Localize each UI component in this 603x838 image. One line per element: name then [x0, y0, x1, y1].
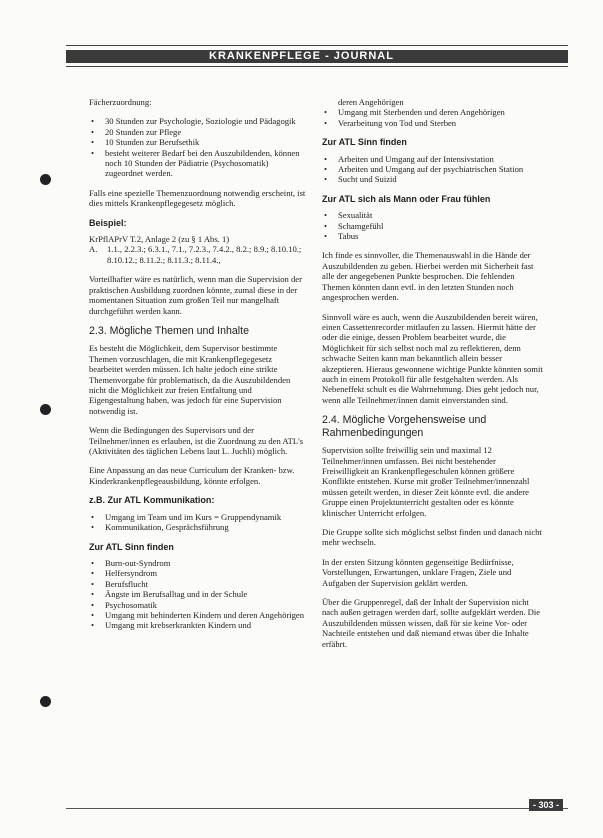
list — [89, 116, 307, 178]
paragraph: Falls eine spezielle Themenzuordnung notwendig erscheint, ist dies mittels Krankenpflegegesetz möglich. — [89, 187, 306, 209]
list-item: • Arbeiten und Umgang auf der Intensivstation — [322, 154, 544, 164]
list-item: • Schamgefühl — [322, 221, 544, 231]
list-item: • Tabus — [322, 231, 544, 241]
paragraph: Ich finde es sinnvoller, die Themenauswahl in die Hände der Auszubildenden zu geben. Hierbei werden mit Sicherheit fast alle der angegebenen Punkte besprochen. Die fehlenden Themen könnten dann evtl. in den letzten Stunden noch angesprochen werden. — [322, 250, 534, 303]
paragraph: Wenn die Bedingungen des Supervisors und der Teilnehmer/innen es erlauben, ist die Zuordnung zu den ATL's (Aktivitäten des täglichen Lebens laut L. Juchli) möglich. — [89, 425, 304, 457]
right-column — [322, 97, 544, 658]
reference-key: A. — [89, 244, 98, 255]
list — [89, 512, 307, 533]
reference-block — [89, 244, 307, 265]
paragraph: Supervision sollte freiwillig sein und maximal 12 Teilnehmer/innen umfassen. Bei nicht bestehender Freiwilligkeit an Krankenpflegeschulen können größere Konflikte entstehen. Kurse mit großer Teilnehmer/innenzahl müssen geteilt werden, in dieser Zeit könnte evtl. die andere Gruppe einen Projektunterricht gestalten oder es könnte klinischer Unterricht erfolgen. — [322, 445, 530, 518]
paragraph: Die Gruppe sollte sich möglichst selbst finden und danach nicht mehr wechseln. — [322, 527, 542, 548]
list-item: • Psychosomatik — [89, 600, 307, 610]
heading: Zur ATL Sinn finden — [89, 541, 174, 552]
list-continuation: deren Angehörigen — [338, 97, 404, 107]
list-item: • Verarbeitung von Tod und Sterben — [322, 118, 544, 128]
punch-hole — [40, 404, 51, 415]
header-rule — [66, 45, 568, 46]
paragraph: Sinnvoll wäre es auch, wenn die Auszubildenden bereit wären, einen Cassettenrecorder mitlaufen zu lassen. Hiermit hätte der oder die einige, dessen Problem bearbeitet wurde, die Möglichkeit für sich selbst noch mal zu reflektieren, denn schwache Seiten kann man bekanntlich allein besser akzeptieren. Hieraus gewonnene wichtige Punkte könnten somit auch in einem Protokoll für alle festgehalten werden. Als Nebeneffekt schult es die Wahrnehmung. Dies geht jedoch nur, wenn alle Teilnehmer/innen damit einverstanden sind. — [322, 311, 543, 405]
list-item: • Umgang mit krebserkrankten Kindern und — [89, 620, 307, 630]
paragraph: Vorteilhafter wäre es natürlich, wenn man die Supervision der praktischen Ausbildung zuordnen könnte, zumal diese in der momentanen Situation zum großen Teil nur mangelhaft durchgeführt werden kann. — [89, 274, 302, 316]
list-item: • Umgang im Team und im Kurs = Gruppendynamik — [89, 512, 307, 522]
list-item: • Kommunikation, Gesprächsführung — [89, 522, 307, 532]
heading: Zur ATL Sinn finden — [322, 137, 407, 148]
paragraph: Fächerzuordnung: — [89, 97, 152, 107]
list-item: • Umgang mit behinderten Kindern und deren Angehörigen — [89, 610, 307, 620]
heading: Zur ATL sich als Mann oder Frau fühlen — [322, 193, 491, 204]
list-item: • Sexualität — [322, 210, 544, 220]
list-item: • Berufsflucht — [89, 579, 307, 589]
list-item: • 30 Stunden zur Psychologie, Soziologie und Pädagogik — [89, 116, 307, 126]
section-heading: 2.4. Mögliche Vorgehensweise und Rahmenbedingungen — [322, 414, 487, 439]
page-number: - 303 - — [529, 799, 563, 811]
list — [322, 154, 544, 185]
paragraph: Es besteht die Möglichkeit, dem Supervisor bestimmte Themen vorzuschlagen, die mit Krankenpflegegesetz bearbeitet werden müssen. Ich halte jedoch eine strikte Themenvorgabe für problematisch, da die Auszubildenden nicht die Möglichkeit zur freien Entfaltung und Eigengestaltung haben, was jedoch für eine Supervision notwendig ist. — [89, 343, 291, 416]
list — [322, 210, 544, 241]
list — [322, 107, 544, 128]
list-item: • Sucht und Suizid — [322, 174, 544, 184]
footer-rule — [66, 808, 568, 809]
section-heading: 2.3. Mögliche Themen und Inhalte — [89, 324, 249, 337]
left-column — [89, 97, 307, 640]
heading: Beispiel: — [89, 217, 127, 228]
journal-title: KRANKENPFLEGE - JOURNAL — [209, 50, 394, 62]
list-item: • Arbeiten und Umgang auf der psychiatrischen Station — [322, 164, 544, 174]
list — [89, 558, 307, 631]
list-item: • 10 Stunden zur Berufsethik — [89, 137, 307, 147]
list-item: • Umgang mit Sterbenden und deren Angehörigen — [322, 107, 544, 117]
list-item: • besteht weiterer Bedarf bei den Auszubildenden, können noch 10 Stunden der Pädiatrie (Psychosomatik) zugeordnet werden. — [89, 148, 307, 179]
paragraph: Über die Gruppenregel, daß der Inhalt der Supervision nicht nach außen getragen werden darf, sollte aufgeklärt werden. Die Auszubildenden müssen wissen, daß für sie keine Vor- oder Nachteile entstehen und daß niemand etwas über die Inhalte erfährt. — [322, 597, 541, 649]
reference-values: 1.1., 2.2.3.; 6.3.1., 7.1., 7.2.3., 7.4.2., 8.2.; 8.9.; 8.10.10.; 8.10.12.; 8.11.2.; 8.11.3.; 8.11.4., — [107, 244, 302, 265]
punch-hole — [40, 174, 51, 185]
punch-hole — [40, 696, 51, 707]
list-item: • Ängste im Berufsalltag und in der Schule — [89, 589, 307, 599]
list-item: • 20 Stunden zur Pflege — [89, 127, 307, 137]
list-item: • Burn-out-Syndrom — [89, 558, 307, 568]
paragraph: In der ersten Sitzung könnten gegenseitige Bedürfnisse, Vorstellungen, Erwartungen, unklare Fragen, Ziele und Aufgaben der Supervision geklärt werden. — [322, 556, 514, 588]
heading: z.B. Zur ATL Kommunikation: — [89, 495, 215, 506]
list-item: • Helfersyndrom — [89, 568, 307, 578]
header-rule — [66, 66, 568, 67]
paragraph: Eine Anpassung an das neue Curriculum der Kranken- bzw. Kinderkrankenpflegeausbildung, könnte erfolgen. — [89, 465, 295, 486]
reference-line: KrPflAPrV T.2, Anlage 2 (zu § 1 Abs. 1) — [89, 234, 230, 245]
